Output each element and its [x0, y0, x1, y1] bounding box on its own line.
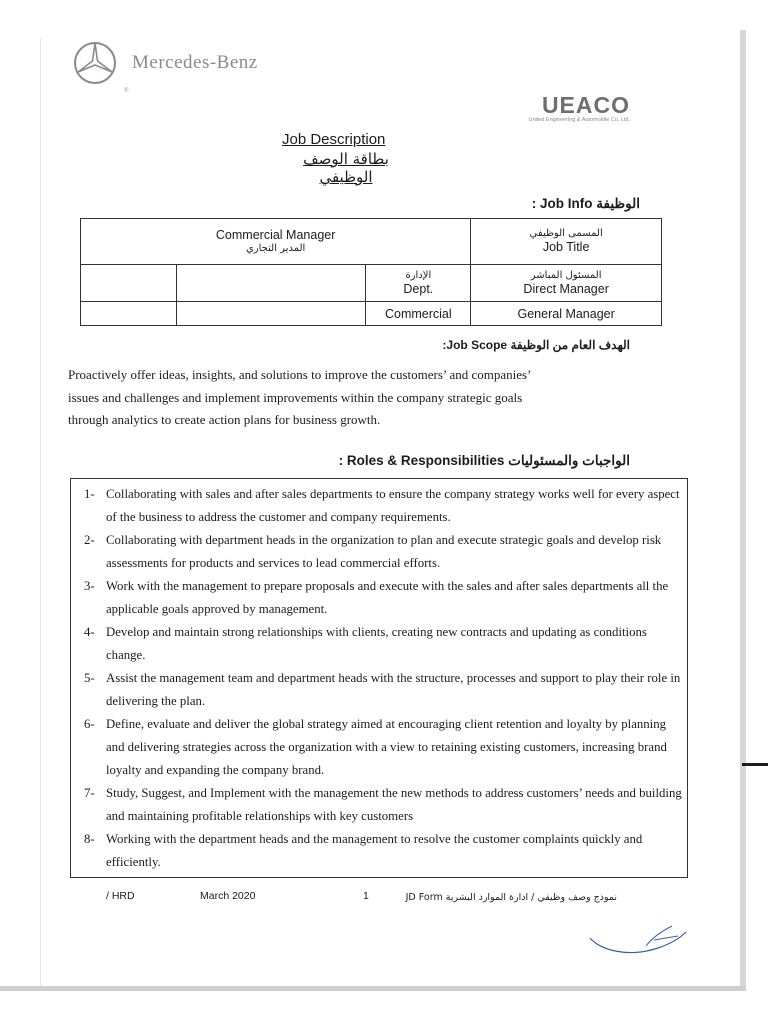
scan-mark: [742, 763, 768, 766]
role-number: 8-: [84, 832, 95, 846]
job-title-label-ar: المسمى الوظيفي: [529, 228, 603, 239]
footer-page-number: 1: [363, 890, 369, 902]
role-number: 5-: [84, 671, 95, 685]
mercedes-star-icon: [72, 40, 118, 86]
job-title-label-cell: [471, 219, 662, 265]
direct-manager-label-cell: [471, 265, 662, 302]
list-item: [84, 483, 686, 529]
table-row: [81, 265, 662, 302]
role-number: 3-: [84, 579, 95, 593]
list-item: [84, 575, 686, 621]
position-value-cell: [81, 219, 471, 265]
empty-cell: [176, 265, 366, 302]
role-number: 6-: [84, 717, 95, 731]
brand-mark: ®: [124, 88, 129, 94]
direct-manager-label-ar: المسئول المباشر: [530, 269, 602, 281]
mercedes-benz-logo: [72, 40, 282, 86]
dept-label-cell: [366, 265, 471, 302]
dept-value: Commercial: [366, 302, 471, 326]
role-text: Study, Suggest, and Implement with the management the new methods to address customers’ needs and building and maintaining profitable relationships with key customers: [106, 786, 682, 823]
document-title-ar: بطاقة الوصف الوظيفي: [303, 150, 389, 186]
dept-label-en: Dept.: [403, 281, 434, 296]
role-number: 1-: [84, 487, 95, 501]
job-scope-text: [68, 364, 628, 432]
role-number: 2-: [84, 533, 95, 547]
scan-edge-bottom: [0, 986, 746, 991]
footer-dept: / HRD: [106, 890, 135, 902]
role-number: 4-: [84, 625, 95, 639]
role-text: Assist the management team and department heads with the structure, processes and support to play their role in delivering the plan.: [106, 671, 681, 708]
job-title-label-en: Job Title: [542, 240, 590, 254]
document-title-en: Job Description: [282, 131, 386, 148]
roles-heading: الواجبات والمسئوليات Roles & Responsibilities :: [338, 453, 630, 468]
role-text: Define, evaluate and deliver the global strategy aimed at encouraging client retention and loyalty by planning and delivering strategies across the organization with a view to retaining existing customers, increasing brand loyalty and expanding the company brand.: [106, 717, 667, 777]
scan-edge-left: [40, 38, 41, 988]
role-text: Collaborating with sales and after sales departments to ensure the company strategy works well for every aspect of the business to address the customer and company requirements.: [106, 487, 680, 524]
list-item: [84, 782, 686, 828]
direct-manager-label-en: Direct Manager: [523, 281, 609, 296]
role-text: Collaborating with department heads in the organization to plan and execute strategic goals and develop risk assessments for products and services to lead commercial efforts.: [106, 533, 662, 570]
empty-cell: [81, 265, 177, 302]
roles-list: [84, 483, 686, 874]
job-info-heading: الوظيفة Job Info :: [531, 196, 640, 211]
role-number: 7-: [84, 786, 95, 800]
position-value-en: Commercial Manager: [215, 228, 336, 242]
scope-line: Proactively offer ideas, insights, and solutions to improve the customers’ and companies’: [68, 367, 532, 382]
scan-edge-right: [740, 30, 746, 990]
dept-label-ar: الإدارة: [405, 269, 432, 281]
table-row: [81, 219, 662, 265]
empty-cell: [81, 302, 177, 326]
scope-line: through analytics to create action plans for business growth.: [68, 412, 381, 427]
role-text: Working with the department heads and the management to resolve the customer complaints quickly and efficiently.: [106, 832, 643, 869]
list-item: [84, 621, 686, 667]
footer-date: March 2020: [200, 890, 256, 902]
list-item: [84, 667, 686, 713]
footer-form-name: نموذج وصف وظيفي / ادارة الموارد البشرية JD Form: [405, 892, 617, 903]
direct-manager-value: General Manager: [471, 302, 662, 326]
list-item: [84, 529, 686, 575]
list-item: [84, 828, 686, 874]
role-text: Develop and maintain strong relationships with clients, creating new contracts and updating as conditions change.: [106, 625, 647, 662]
brand-name: Mercedes-Benz: [132, 52, 258, 73]
company-full-name: United Engineering & Automobile Co. Ltd.: [528, 117, 630, 123]
empty-cell: [176, 302, 366, 326]
table-row: [81, 302, 662, 326]
job-info-table: [80, 218, 662, 326]
ueaco-logo: [460, 92, 630, 123]
company-abbr: UEACO: [541, 92, 630, 118]
position-value-ar: المدير التجاري: [245, 243, 306, 254]
job-scope-heading: الهدف العام من الوظيفة Job Scope:: [442, 338, 630, 352]
scope-line: issues and challenges and implement improvements within the company strategic goals: [68, 389, 523, 405]
signature: [588, 910, 688, 960]
list-item: [84, 713, 686, 782]
role-text: Work with the management to prepare proposals and execute with the sales and after sales departments all the applicable goals approved by management.: [106, 579, 669, 616]
